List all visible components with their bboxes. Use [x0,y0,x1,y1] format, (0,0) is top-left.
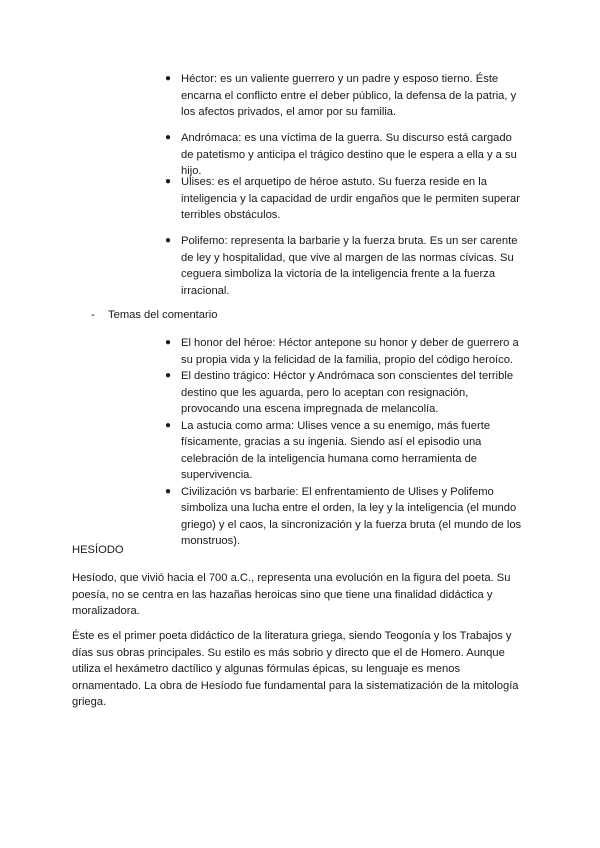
character-text: Andrómaca: es una víctima de la guerra. Su discurso está cargado de patetismo y anticipa el trágico destino que le espera a ella y a su hijo. [181,132,517,177]
bullet-icon: ● [165,419,172,431]
list-item [165,335,526,368]
list-item [165,484,526,550]
bullet-icon: ● [165,370,172,381]
list-item [165,368,526,418]
list-item [165,418,526,484]
character-item-polifemo [165,233,526,299]
character-item-andromaca [165,130,526,180]
theme-text: El destino trágico: Héctor y Andrómaca son conscientes del terrible destino que les aguarda, pero lo aceptan con resignación, provocando una escena impregnada de melancolía. [181,370,514,415]
themes-heading [91,307,217,324]
theme-text: Civilización vs barbarie: El enfrentamiento de Ulises y Polifemo simboliza una lucha entre el orden, la ley y la inteligencia (el mundo griego) y el caos, la sincronización y la fuerza bruta (el mundo de los monstruos). [181,485,522,547]
theme-text: El honor del héroe: Héctor antepone su honor y deber de guerrero a su propia vida y la felicidad de la familia, propio del código heroíco. [181,337,519,366]
themes-list [165,335,526,550]
character-item-ulises [165,174,526,224]
bullet-icon: ● [165,235,172,246]
bullet-icon: ● [165,176,172,187]
character-item-hector [165,71,526,121]
bullet-icon: ● [165,73,172,84]
paragraph-intro: Hesíodo, que vivió hacia el 700 a.C., representa una evolución en la figura del poeta. Su poesía, no se centra en las hazañas heroicas sino que tiene una finalidad didáctica y moralizadora. [72,572,511,617]
paragraph-works: Éste es el primer poeta didáctico de la literatura griega, siendo Teogonía y los Trabajos y días sus obras principales. Su estilo es más sobrio y directo que el de Homero. Aunque utiliza el hexámetro dactílico y algunas fórmulas épicas, su lenguaje es menos ornamentado. La obra de Hesíodo fue fundamental para la sistematización de la mitología griega. [72,630,519,708]
bullet-icon: ● [165,132,172,143]
bullet-icon: ● [165,485,172,497]
section-title: HESÍODO [72,544,124,556]
character-text: Ulises: es el arquetipo de héroe astuto. Su fuerza reside en la inteligencia y la capacidad de urdir engaños que le permiten superar terribles obstáculos. [181,176,520,221]
character-text: Héctor: es un valiente guerrero y un padre y esposo tierno. Éste encarna el conflicto entre el deber público, la defensa de la patria, y los afectos privados, el amor por su familia. [181,73,517,118]
character-text: Polifemo: representa la barbarie y la fuerza bruta. Es un ser carente de ley y hospitalidad, que vive al margen de las normas cívicas. Su ceguera simboliza la victoria de la inteligencia frente a la fuerza irracional. [181,235,518,297]
dash-marker: - [91,309,95,321]
themes-heading-label: Temas del comentario [108,309,218,321]
theme-text: La astucia como arma: Ulises vence a su enemigo, más fuerte físicamente, gracias a su ingenia. Siendo así el episodio una celebración de la inteligencia humana como herramienta de supervivencia. [181,419,491,481]
bullet-icon: ● [165,337,172,348]
